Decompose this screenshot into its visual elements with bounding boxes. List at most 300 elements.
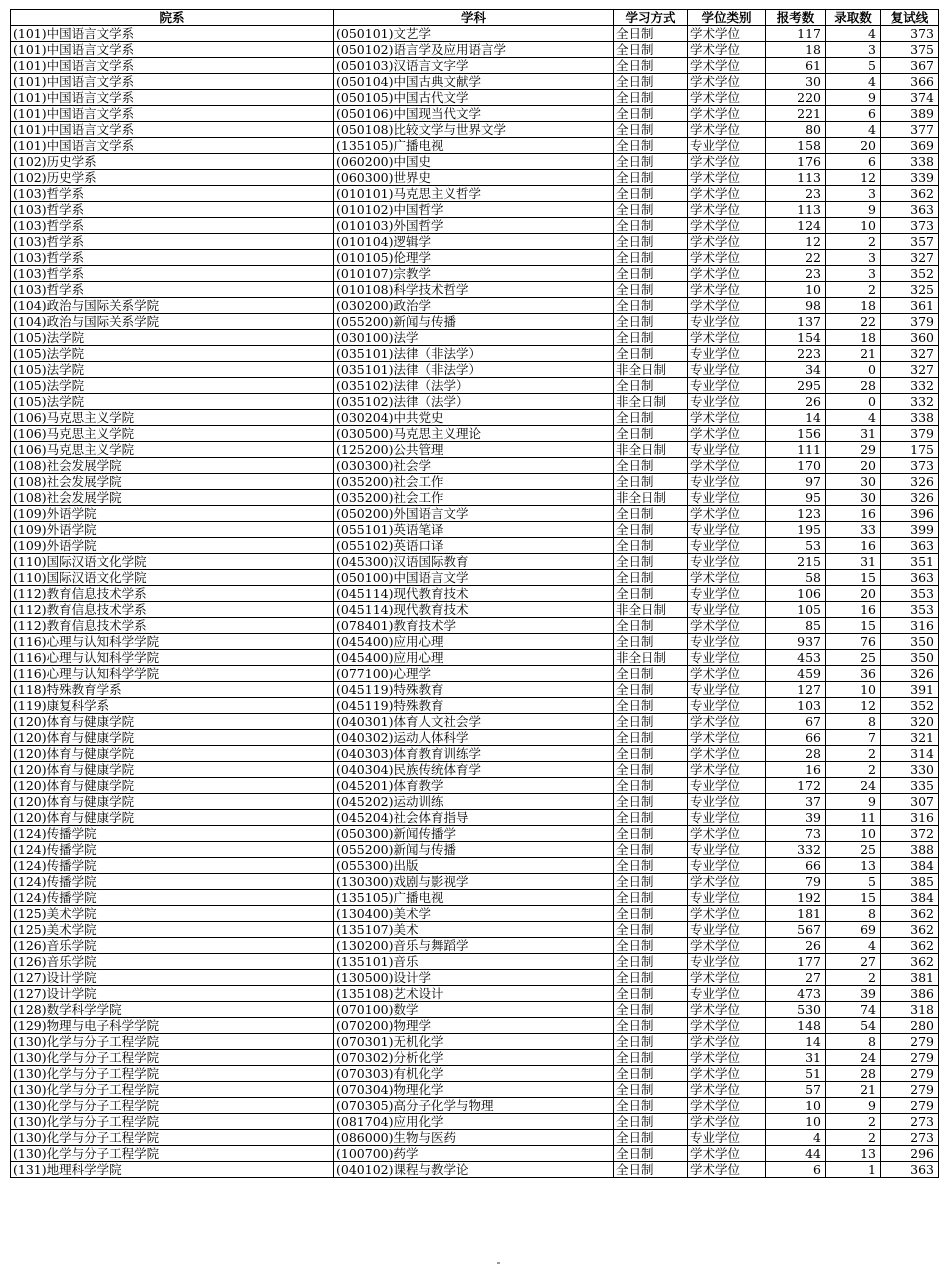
- study-mode-cell: 全日制: [614, 698, 688, 714]
- degree-type-cell: 专业学位: [688, 362, 766, 378]
- department-cell: (120)体育与健康学院: [11, 714, 334, 730]
- retest-line-cell: 362: [881, 938, 939, 954]
- degree-type-cell: 学术学位: [688, 90, 766, 106]
- table-row: [11, 42, 939, 58]
- subject-cell: (030300)社会学: [334, 458, 614, 474]
- study-mode-cell: 全日制: [614, 378, 688, 394]
- applicants-cell: 459: [766, 666, 826, 682]
- study-mode-cell: 全日制: [614, 762, 688, 778]
- subject-cell: (055101)英语笔译: [334, 522, 614, 538]
- admitted-cell: 20: [826, 458, 881, 474]
- admitted-cell: 8: [826, 906, 881, 922]
- applicants-cell: 106: [766, 586, 826, 602]
- retest-line-cell: 386: [881, 986, 939, 1002]
- retest-line-cell: 327: [881, 362, 939, 378]
- department-cell: (104)政治与国际关系学院: [11, 314, 334, 330]
- degree-type-cell: 学术学位: [688, 266, 766, 282]
- applicants-cell: 124: [766, 218, 826, 234]
- subject-cell: (135105)广播电视: [334, 890, 614, 906]
- department-cell: (124)传播学院: [11, 874, 334, 890]
- department-cell: (101)中国语言文学系: [11, 26, 334, 42]
- department-cell: (126)音乐学院: [11, 938, 334, 954]
- table-row: [11, 442, 939, 458]
- study-mode-cell: 全日制: [614, 1018, 688, 1034]
- department-cell: (130)化学与分子工程学院: [11, 1146, 334, 1162]
- degree-type-cell: 学术学位: [688, 938, 766, 954]
- study-mode-cell: 全日制: [614, 474, 688, 490]
- table-row: [11, 1098, 939, 1114]
- admitted-cell: 16: [826, 506, 881, 522]
- applicants-cell: 14: [766, 1034, 826, 1050]
- retest-line-cell: 279: [881, 1050, 939, 1066]
- department-cell: (105)法学院: [11, 330, 334, 346]
- study-mode-cell: 全日制: [614, 410, 688, 426]
- degree-type-cell: 专业学位: [688, 554, 766, 570]
- retest-line-cell: 351: [881, 554, 939, 570]
- retest-line-cell: 350: [881, 634, 939, 650]
- retest-line-cell: 352: [881, 698, 939, 714]
- table-row: [11, 250, 939, 266]
- table-row: [11, 666, 939, 682]
- study-mode-cell: 全日制: [614, 1050, 688, 1066]
- department-cell: (130)化学与分子工程学院: [11, 1066, 334, 1082]
- retest-line-cell: 391: [881, 682, 939, 698]
- retest-line-cell: 399: [881, 522, 939, 538]
- table-row: [11, 458, 939, 474]
- study-mode-cell: 全日制: [614, 874, 688, 890]
- admitted-cell: 24: [826, 1050, 881, 1066]
- retest-line-cell: 366: [881, 74, 939, 90]
- admitted-cell: 25: [826, 842, 881, 858]
- degree-type-cell: 学术学位: [688, 410, 766, 426]
- table-row: [11, 362, 939, 378]
- applicants-cell: 117: [766, 26, 826, 42]
- admitted-cell: 2: [826, 234, 881, 250]
- study-mode-cell: 全日制: [614, 58, 688, 74]
- subject-cell: (050200)外国语言文学: [334, 506, 614, 522]
- header-subject: 学科: [334, 10, 614, 26]
- subject-cell: (045300)汉语国际教育: [334, 554, 614, 570]
- study-mode-cell: 全日制: [614, 634, 688, 650]
- degree-type-cell: 学术学位: [688, 730, 766, 746]
- study-mode-cell: 全日制: [614, 202, 688, 218]
- department-cell: (110)国际汉语文化学院: [11, 554, 334, 570]
- degree-type-cell: 学术学位: [688, 1002, 766, 1018]
- subject-cell: (081704)应用化学: [334, 1114, 614, 1130]
- admitted-cell: 9: [826, 1098, 881, 1114]
- subject-cell: (135108)艺术设计: [334, 986, 614, 1002]
- table-row: [11, 410, 939, 426]
- department-cell: (105)法学院: [11, 362, 334, 378]
- table-row: [11, 1066, 939, 1082]
- study-mode-cell: 全日制: [614, 890, 688, 906]
- study-mode-cell: 全日制: [614, 1066, 688, 1082]
- admitted-cell: 27: [826, 954, 881, 970]
- subject-cell: (070304)物理化学: [334, 1082, 614, 1098]
- admitted-cell: 16: [826, 538, 881, 554]
- department-cell: (120)体育与健康学院: [11, 794, 334, 810]
- table-row: [11, 1002, 939, 1018]
- table-row: [11, 714, 939, 730]
- applicants-cell: 220: [766, 90, 826, 106]
- retest-line-cell: 363: [881, 538, 939, 554]
- degree-type-cell: 学术学位: [688, 666, 766, 682]
- applicants-cell: 51: [766, 1066, 826, 1082]
- degree-type-cell: 学术学位: [688, 58, 766, 74]
- admitted-cell: 69: [826, 922, 881, 938]
- admitted-cell: 4: [826, 122, 881, 138]
- applicants-cell: 123: [766, 506, 826, 522]
- retest-line-cell: 369: [881, 138, 939, 154]
- department-cell: (103)哲学系: [11, 282, 334, 298]
- subject-cell: (010107)宗教学: [334, 266, 614, 282]
- degree-type-cell: 专业学位: [688, 346, 766, 362]
- retest-line-cell: 273: [881, 1130, 939, 1146]
- study-mode-cell: 全日制: [614, 1082, 688, 1098]
- department-cell: (120)体育与健康学院: [11, 730, 334, 746]
- admitted-cell: 33: [826, 522, 881, 538]
- degree-type-cell: 专业学位: [688, 522, 766, 538]
- department-cell: (125)美术学院: [11, 906, 334, 922]
- retest-line-cell: 330: [881, 762, 939, 778]
- subject-cell: (050108)比较文学与世界文学: [334, 122, 614, 138]
- study-mode-cell: 非全日制: [614, 362, 688, 378]
- department-cell: (101)中国语言文学系: [11, 74, 334, 90]
- retest-line-cell: 273: [881, 1114, 939, 1130]
- table-body: [11, 26, 939, 1178]
- degree-type-cell: 学术学位: [688, 330, 766, 346]
- table-row: [11, 874, 939, 890]
- applicants-cell: 473: [766, 986, 826, 1002]
- subject-cell: (040301)体育人文社会学: [334, 714, 614, 730]
- degree-type-cell: 专业学位: [688, 378, 766, 394]
- study-mode-cell: 全日制: [614, 458, 688, 474]
- retest-line-cell: 307: [881, 794, 939, 810]
- study-mode-cell: 全日制: [614, 858, 688, 874]
- retest-line-cell: 314: [881, 746, 939, 762]
- study-mode-cell: 全日制: [614, 538, 688, 554]
- applicants-cell: 23: [766, 186, 826, 202]
- admitted-cell: 2: [826, 282, 881, 298]
- degree-type-cell: 学术学位: [688, 106, 766, 122]
- retest-line-cell: 296: [881, 1146, 939, 1162]
- study-mode-cell: 全日制: [614, 234, 688, 250]
- degree-type-cell: 学术学位: [688, 298, 766, 314]
- applicants-cell: 18: [766, 42, 826, 58]
- subject-cell: (130200)音乐与舞蹈学: [334, 938, 614, 954]
- subject-cell: (130300)戏剧与影视学: [334, 874, 614, 890]
- degree-type-cell: 学术学位: [688, 746, 766, 762]
- study-mode-cell: 全日制: [614, 250, 688, 266]
- table-row: [11, 330, 939, 346]
- degree-type-cell: 学术学位: [688, 154, 766, 170]
- department-cell: (109)外语学院: [11, 522, 334, 538]
- table-row: [11, 794, 939, 810]
- table-row: [11, 266, 939, 282]
- retest-line-cell: 352: [881, 266, 939, 282]
- admitted-cell: 4: [826, 938, 881, 954]
- study-mode-cell: 全日制: [614, 1002, 688, 1018]
- subject-cell: (045400)应用心理: [334, 634, 614, 650]
- study-mode-cell: 全日制: [614, 730, 688, 746]
- admitted-cell: 11: [826, 810, 881, 826]
- department-cell: (101)中国语言文学系: [11, 58, 334, 74]
- degree-type-cell: 专业学位: [688, 650, 766, 666]
- table-row: [11, 634, 939, 650]
- study-mode-cell: 全日制: [614, 170, 688, 186]
- retest-line-cell: 279: [881, 1098, 939, 1114]
- subject-cell: (078401)教育技术学: [334, 618, 614, 634]
- department-cell: (124)传播学院: [11, 858, 334, 874]
- applicants-cell: 27: [766, 970, 826, 986]
- applicants-cell: 177: [766, 954, 826, 970]
- study-mode-cell: 全日制: [614, 506, 688, 522]
- subject-cell: (045204)社会体育指导: [334, 810, 614, 826]
- admitted-cell: 3: [826, 186, 881, 202]
- degree-type-cell: 学术学位: [688, 202, 766, 218]
- retest-line-cell: 362: [881, 954, 939, 970]
- degree-type-cell: 学术学位: [688, 1050, 766, 1066]
- applicants-cell: 453: [766, 650, 826, 666]
- study-mode-cell: 全日制: [614, 298, 688, 314]
- applicants-cell: 26: [766, 938, 826, 954]
- subject-cell: (010101)马克思主义哲学: [334, 186, 614, 202]
- admitted-cell: 16: [826, 602, 881, 618]
- admitted-cell: 2: [826, 1114, 881, 1130]
- applicants-cell: 156: [766, 426, 826, 442]
- table-row: [11, 490, 939, 506]
- admitted-cell: 2: [826, 970, 881, 986]
- subject-cell: (045119)特殊教育: [334, 698, 614, 714]
- retest-line-cell: 325: [881, 282, 939, 298]
- subject-cell: (010108)科学技术哲学: [334, 282, 614, 298]
- admitted-cell: 6: [826, 106, 881, 122]
- subject-cell: (070100)数学: [334, 1002, 614, 1018]
- applicants-cell: 53: [766, 538, 826, 554]
- table-row: [11, 778, 939, 794]
- admitted-cell: 12: [826, 170, 881, 186]
- applicants-cell: 113: [766, 202, 826, 218]
- applicants-cell: 97: [766, 474, 826, 490]
- degree-type-cell: 专业学位: [688, 778, 766, 794]
- table-row: [11, 602, 939, 618]
- retest-line-cell: 350: [881, 650, 939, 666]
- table-row: [11, 298, 939, 314]
- subject-cell: (125200)公共管理: [334, 442, 614, 458]
- study-mode-cell: 全日制: [614, 314, 688, 330]
- study-mode-cell: 全日制: [614, 1130, 688, 1146]
- applicants-cell: 332: [766, 842, 826, 858]
- study-mode-cell: 全日制: [614, 570, 688, 586]
- table-row: [11, 698, 939, 714]
- department-cell: (130)化学与分子工程学院: [11, 1114, 334, 1130]
- study-mode-cell: 全日制: [614, 74, 688, 90]
- retest-line-cell: 375: [881, 42, 939, 58]
- applicants-cell: 14: [766, 410, 826, 426]
- study-mode-cell: 全日制: [614, 954, 688, 970]
- degree-type-cell: 专业学位: [688, 474, 766, 490]
- degree-type-cell: 学术学位: [688, 122, 766, 138]
- department-cell: (106)马克思主义学院: [11, 426, 334, 442]
- study-mode-cell: 全日制: [614, 682, 688, 698]
- retest-line-cell: 384: [881, 890, 939, 906]
- table-row: [11, 394, 939, 410]
- table-row: [11, 202, 939, 218]
- table-row: [11, 650, 939, 666]
- study-mode-cell: 全日制: [614, 826, 688, 842]
- table-row: [11, 26, 939, 42]
- table-row: [11, 1018, 939, 1034]
- retest-line-cell: 396: [881, 506, 939, 522]
- department-cell: (125)美术学院: [11, 922, 334, 938]
- subject-cell: (060300)世界史: [334, 170, 614, 186]
- study-mode-cell: 全日制: [614, 618, 688, 634]
- department-cell: (118)特殊教育学系: [11, 682, 334, 698]
- header-row: [11, 10, 939, 26]
- retest-line-cell: 338: [881, 154, 939, 170]
- retest-line-cell: 385: [881, 874, 939, 890]
- study-mode-cell: 全日制: [614, 1162, 688, 1178]
- table-row: [11, 506, 939, 522]
- applicants-cell: 170: [766, 458, 826, 474]
- admitted-cell: 12: [826, 698, 881, 714]
- department-cell: (101)中国语言文学系: [11, 122, 334, 138]
- admitted-cell: 3: [826, 42, 881, 58]
- table-row: [11, 1114, 939, 1130]
- admitted-cell: 28: [826, 378, 881, 394]
- degree-type-cell: 学术学位: [688, 1146, 766, 1162]
- department-cell: (120)体育与健康学院: [11, 810, 334, 826]
- admitted-cell: 15: [826, 890, 881, 906]
- degree-type-cell: 专业学位: [688, 138, 766, 154]
- degree-type-cell: 专业学位: [688, 794, 766, 810]
- retest-line-cell: 379: [881, 426, 939, 442]
- department-cell: (130)化学与分子工程学院: [11, 1130, 334, 1146]
- department-cell: (103)哲学系: [11, 250, 334, 266]
- department-cell: (130)化学与分子工程学院: [11, 1098, 334, 1114]
- department-cell: (124)传播学院: [11, 842, 334, 858]
- degree-type-cell: 专业学位: [688, 490, 766, 506]
- table-row: [11, 346, 939, 362]
- degree-type-cell: 专业学位: [688, 858, 766, 874]
- applicants-cell: 530: [766, 1002, 826, 1018]
- department-cell: (130)化学与分子工程学院: [11, 1082, 334, 1098]
- degree-type-cell: 专业学位: [688, 1130, 766, 1146]
- subject-cell: (030100)法学: [334, 330, 614, 346]
- admitted-cell: 0: [826, 394, 881, 410]
- retest-line-cell: 326: [881, 490, 939, 506]
- retest-line-cell: 316: [881, 810, 939, 826]
- admitted-cell: 9: [826, 794, 881, 810]
- retest-line-cell: 326: [881, 666, 939, 682]
- study-mode-cell: 非全日制: [614, 490, 688, 506]
- table-row: [11, 570, 939, 586]
- applicants-cell: 181: [766, 906, 826, 922]
- study-mode-cell: 全日制: [614, 938, 688, 954]
- table-row: [11, 426, 939, 442]
- retest-line-cell: 373: [881, 26, 939, 42]
- study-mode-cell: 全日制: [614, 1034, 688, 1050]
- degree-type-cell: 学术学位: [688, 618, 766, 634]
- retest-line-cell: 360: [881, 330, 939, 346]
- retest-line-cell: 339: [881, 170, 939, 186]
- retest-line-cell: 327: [881, 250, 939, 266]
- retest-line-cell: 362: [881, 186, 939, 202]
- admitted-cell: 54: [826, 1018, 881, 1034]
- study-mode-cell: 全日制: [614, 746, 688, 762]
- degree-type-cell: 学术学位: [688, 762, 766, 778]
- admissions-table: [10, 9, 939, 1178]
- admitted-cell: 15: [826, 570, 881, 586]
- retest-line-cell: 318: [881, 1002, 939, 1018]
- applicants-cell: 105: [766, 602, 826, 618]
- table-row: [11, 746, 939, 762]
- admitted-cell: 1: [826, 1162, 881, 1178]
- study-mode-cell: 全日制: [614, 714, 688, 730]
- applicants-cell: 44: [766, 1146, 826, 1162]
- admitted-cell: 20: [826, 586, 881, 602]
- subject-cell: (040302)运动人体科学: [334, 730, 614, 746]
- subject-cell: (100700)药学: [334, 1146, 614, 1162]
- subject-cell: (045119)特殊教育: [334, 682, 614, 698]
- admitted-cell: 36: [826, 666, 881, 682]
- subject-cell: (040303)体育教育训练学: [334, 746, 614, 762]
- department-cell: (106)马克思主义学院: [11, 410, 334, 426]
- study-mode-cell: 全日制: [614, 330, 688, 346]
- study-mode-cell: 非全日制: [614, 650, 688, 666]
- retest-line-cell: 279: [881, 1066, 939, 1082]
- study-mode-cell: 全日制: [614, 426, 688, 442]
- applicants-cell: 137: [766, 314, 826, 330]
- table-row: [11, 1050, 939, 1066]
- retest-line-cell: 280: [881, 1018, 939, 1034]
- department-cell: (127)设计学院: [11, 970, 334, 986]
- degree-type-cell: 学术学位: [688, 1098, 766, 1114]
- subject-cell: (130500)设计学: [334, 970, 614, 986]
- applicants-cell: 30: [766, 74, 826, 90]
- degree-type-cell: 学术学位: [688, 42, 766, 58]
- retest-line-cell: 363: [881, 1162, 939, 1178]
- retest-line-cell: 327: [881, 346, 939, 362]
- applicants-cell: 39: [766, 810, 826, 826]
- admitted-cell: 74: [826, 1002, 881, 1018]
- retest-line-cell: 367: [881, 58, 939, 74]
- subject-cell: (010103)外国哲学: [334, 218, 614, 234]
- admitted-cell: 7: [826, 730, 881, 746]
- retest-line-cell: 279: [881, 1034, 939, 1050]
- department-cell: (102)历史学系: [11, 154, 334, 170]
- degree-type-cell: 专业学位: [688, 314, 766, 330]
- subject-cell: (010102)中国哲学: [334, 202, 614, 218]
- retest-line-cell: 320: [881, 714, 939, 730]
- table-row: [11, 106, 939, 122]
- study-mode-cell: 全日制: [614, 186, 688, 202]
- table-row: [11, 538, 939, 554]
- retest-line-cell: 316: [881, 618, 939, 634]
- applicants-cell: 79: [766, 874, 826, 890]
- admitted-cell: 2: [826, 746, 881, 762]
- department-cell: (109)外语学院: [11, 506, 334, 522]
- applicants-cell: 66: [766, 858, 826, 874]
- study-mode-cell: 非全日制: [614, 602, 688, 618]
- admitted-cell: 3: [826, 266, 881, 282]
- study-mode-cell: 全日制: [614, 346, 688, 362]
- retest-line-cell: 381: [881, 970, 939, 986]
- applicants-cell: 85: [766, 618, 826, 634]
- department-cell: (119)康复科学系: [11, 698, 334, 714]
- applicants-cell: 10: [766, 1098, 826, 1114]
- admitted-cell: 13: [826, 858, 881, 874]
